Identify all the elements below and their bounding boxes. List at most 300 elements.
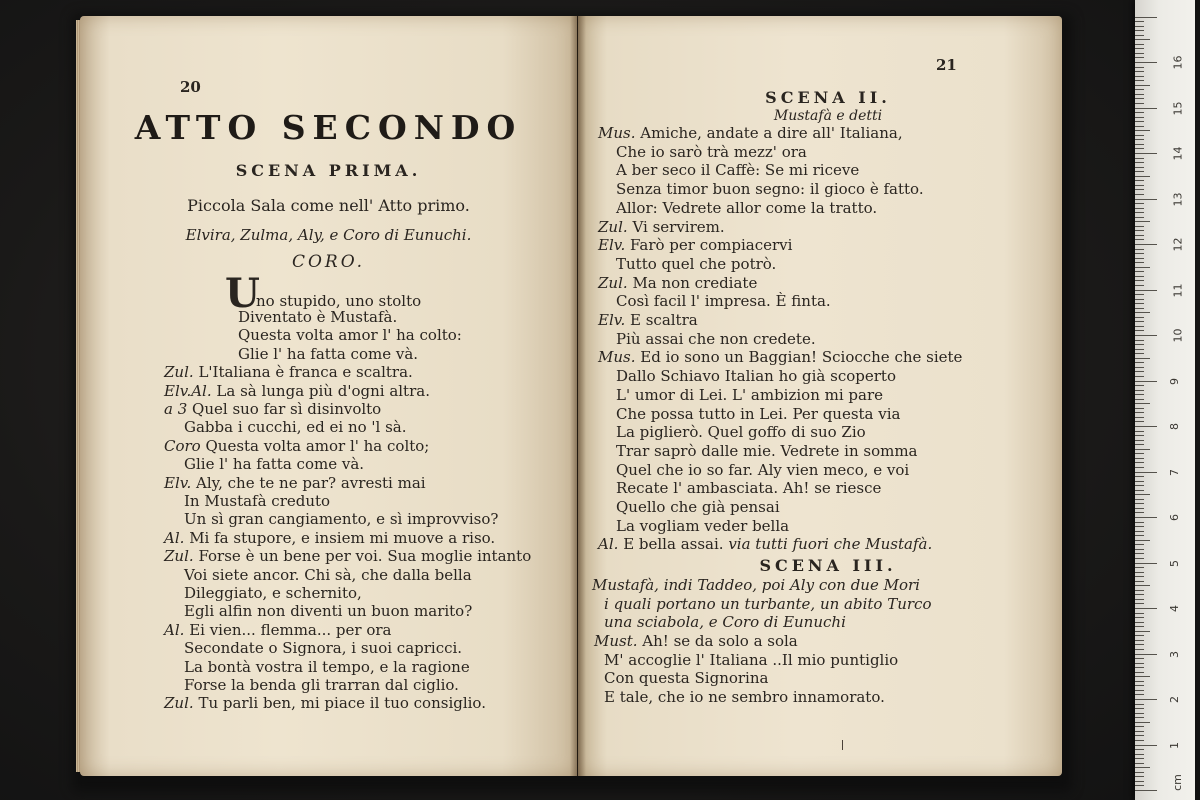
speaker-label: Al. <box>598 535 619 554</box>
verse-text: Vi servirem. <box>632 217 725 236</box>
ruler-number: 13 <box>1171 192 1185 206</box>
ruler-tick <box>1135 221 1150 222</box>
ruler-tick <box>1135 613 1144 614</box>
ruler-tick <box>1135 576 1144 577</box>
verse-text: Glie l' ha fatta come và. <box>238 344 419 363</box>
verse-line <box>616 199 877 217</box>
ruler-tick <box>1135 285 1144 286</box>
speaker-label: Zul. <box>598 273 628 292</box>
verse-text: E bella assai. <box>623 535 724 554</box>
ruler-tick <box>1135 531 1144 532</box>
verse-line <box>184 492 330 510</box>
ruler-tick <box>1135 403 1150 404</box>
ruler-tick <box>1135 622 1144 623</box>
ruler-tick <box>1135 512 1144 513</box>
verse-text: Tu parli ben, mi piace il tuo consiglio. <box>198 694 486 713</box>
ruler-tick <box>1135 658 1144 659</box>
ruler-tick <box>1135 599 1144 600</box>
ruler-tick <box>1135 558 1144 559</box>
ruler-tick <box>1135 103 1144 104</box>
ruler-tick <box>1135 48 1144 49</box>
ruler-tick <box>1135 549 1144 550</box>
ruler-tick <box>1135 467 1144 468</box>
ruler-tick <box>1135 299 1144 300</box>
ruler-tick <box>1135 681 1144 682</box>
ruler-number: 16 <box>1171 55 1185 70</box>
speaker-label: Zul. <box>164 694 194 713</box>
ruler-tick <box>1135 158 1144 159</box>
verse-text: Ma non crediate <box>632 273 758 292</box>
scene-two-characters: Mustafà e detti <box>773 108 883 124</box>
ruler-tick <box>1135 749 1144 750</box>
ruler-tick <box>1135 408 1144 409</box>
ruler-tick <box>1135 358 1150 359</box>
ruler-tick <box>1135 276 1144 277</box>
ruler-tick <box>1135 713 1144 714</box>
verse-line <box>598 535 932 553</box>
verse-text: La sà lunga più d'ogni altra. <box>216 381 430 400</box>
verse-text: L'Italiana è franca e scaltra. <box>198 363 413 382</box>
verse-line <box>598 348 962 366</box>
ruler-tick <box>1135 631 1150 632</box>
verse-line <box>598 274 757 292</box>
ruler-tick <box>1135 603 1144 604</box>
ruler-tick <box>1135 690 1144 691</box>
verse-line <box>598 218 725 236</box>
ruler-tick <box>1135 326 1144 327</box>
ruler-tick <box>1135 526 1144 527</box>
setting-description: Piccola Sala come nell' Atto primo. <box>187 196 470 215</box>
ruler-number: 12 <box>1171 237 1185 252</box>
ruler-tick <box>1135 112 1144 113</box>
verse-line <box>164 400 381 418</box>
page-number-left: 20 <box>180 78 201 96</box>
ruler-tick <box>1135 485 1144 486</box>
verse-line <box>238 345 418 363</box>
ruler-tick <box>1135 85 1150 86</box>
verse-line <box>604 669 768 687</box>
ruler-tick <box>1135 17 1157 18</box>
ruler-tick <box>1135 708 1144 709</box>
act-title: ATTO SECONDO <box>134 108 523 147</box>
ruler-tick <box>1135 499 1144 500</box>
verse-line <box>616 461 909 479</box>
ruler-tick <box>1135 148 1144 149</box>
stage-direction-line: Mustafà, indi Taddeo, poi Aly con due Mori <box>592 576 920 594</box>
ruler-tick <box>1135 171 1144 172</box>
ruler-tick <box>1135 458 1144 459</box>
ruler-tick <box>1135 208 1144 209</box>
ruler-tick <box>1135 544 1144 545</box>
ruler-tick <box>1135 649 1144 650</box>
ruler-tick <box>1135 249 1144 250</box>
ruler-tick <box>1135 258 1144 259</box>
verse-text: Tutto quel che potrò. <box>616 254 777 273</box>
ruler-tick <box>1135 540 1150 541</box>
verse-line <box>184 602 472 620</box>
verse-line <box>604 651 898 669</box>
ruler-tick <box>1135 481 1144 482</box>
ruler-tick <box>1135 239 1144 240</box>
ruler-tick <box>1135 717 1144 718</box>
ruler-tick <box>1135 776 1144 777</box>
ruler-tick <box>1135 21 1144 22</box>
verse-text: Mi fa stupore, e insiem mi muove a riso. <box>189 528 496 547</box>
speaker-label: Zul. <box>164 363 194 382</box>
ruler-tick <box>1135 89 1144 90</box>
ruler-tick <box>1135 98 1144 99</box>
ruler-tick <box>1135 381 1157 382</box>
verse-line <box>164 363 413 381</box>
verse-text: Così facil l' impresa. È finta. <box>616 292 831 311</box>
ruler-tick <box>1135 608 1157 609</box>
stage-direction: via tutti fuori che Mustafà. <box>723 535 933 554</box>
ruler-number: 3 <box>1168 650 1181 658</box>
ruler-tick <box>1135 230 1144 231</box>
ruler-tick <box>1135 490 1144 491</box>
verse-text: La piglierò. Quel goffo di suo Zio <box>616 423 866 442</box>
ruler-tick <box>1135 217 1144 218</box>
scene-two-title: SCENA II. <box>765 88 891 107</box>
ruler-tick <box>1135 121 1144 122</box>
ruler-tick <box>1135 176 1150 177</box>
verse-line <box>164 474 426 492</box>
ruler-tick <box>1135 435 1144 436</box>
verse-text: E tale, che io ne sembro innamorato. <box>604 687 885 706</box>
stage-direction-line: i quali portano un turbante, un abito Turco <box>604 594 932 613</box>
ruler-tick <box>1135 417 1144 418</box>
ruler-tick <box>1135 494 1150 495</box>
ruler-tick <box>1135 35 1144 36</box>
ruler-tick <box>1135 67 1144 68</box>
scene-three-title: SCENA III. <box>759 556 897 575</box>
verse-text: Dallo Schiavo Italian ho già scoperto <box>616 367 896 386</box>
verse-text: Più assai che non credete. <box>616 329 816 348</box>
ruler-tick <box>1135 790 1157 791</box>
ruler-tick <box>1135 180 1144 181</box>
speaker-label: Mus. <box>598 124 636 142</box>
ruler-tick <box>1135 462 1144 463</box>
verse-line <box>184 584 362 602</box>
ruler-tick <box>1135 203 1144 204</box>
verse-line <box>616 517 789 535</box>
verse-text: Egli alfin non diventi un buon marito? <box>184 602 473 621</box>
verse-line <box>184 566 472 584</box>
verse-text: Allor: Vedrete allor come la tratto. <box>616 198 878 217</box>
verse-text: Quel che io so far. Aly vien meco, e voi <box>616 460 910 479</box>
ruler-tick <box>1135 294 1144 295</box>
ruler-tick <box>1135 572 1144 573</box>
ruler-tick <box>1135 431 1144 432</box>
ruler-tick <box>1135 517 1157 518</box>
ruler-tick <box>1135 262 1144 263</box>
ruler-number: 11 <box>1171 283 1185 297</box>
speaker-label: Elv. <box>598 236 626 255</box>
verse-text: Che possa tutto in Lei. Per questa via <box>616 404 901 423</box>
verse-line <box>616 479 881 497</box>
speaker-label: Mus. <box>598 348 636 367</box>
ruler-tick <box>1135 594 1144 595</box>
verse-text: Farò per compiacervi <box>630 236 793 255</box>
ruler-number: 4 <box>1168 605 1181 612</box>
verse-text: Forse è un bene per voi. Sua moglie intanto <box>198 547 532 566</box>
ruler-tick <box>1135 785 1144 786</box>
verse-line <box>616 405 901 423</box>
measuring-ruler <box>1135 0 1195 800</box>
ruler-tick <box>1135 212 1144 213</box>
ruler-tick <box>1135 57 1144 58</box>
ruler-tick <box>1135 153 1157 154</box>
ruler-tick <box>1135 76 1144 77</box>
verse-text: Amiche, andate a dire all' Italiana, <box>640 124 903 142</box>
ruler-tick <box>1135 421 1144 422</box>
ruler-tick <box>1135 654 1157 655</box>
speaker-label: Coro <box>164 436 201 455</box>
ruler-tick <box>1135 271 1144 272</box>
verse-line <box>616 367 896 385</box>
verse-text: Questa volta amor l' ha colto: <box>238 326 462 345</box>
ruler-tick <box>1135 126 1144 127</box>
ruler-tick <box>1135 371 1144 372</box>
verse-line <box>164 437 429 455</box>
ruler-tick <box>1135 367 1144 368</box>
ruler-tick <box>1135 426 1157 427</box>
verse-line <box>598 236 792 254</box>
speaker-label: Elv.Al. <box>164 381 212 400</box>
ruler-tick <box>1135 226 1144 227</box>
verse-text: Quel suo far sì disinvolto <box>192 400 382 418</box>
verse-line <box>616 386 883 404</box>
verse-line <box>184 455 364 473</box>
verse-line <box>616 498 780 516</box>
verse-text: La vogliam veder bella <box>616 516 790 535</box>
ruler-tick <box>1135 308 1144 309</box>
ruler-tick <box>1135 349 1144 350</box>
ruler-tick <box>1135 590 1144 591</box>
verse-line <box>164 382 430 400</box>
ruler-tick <box>1135 640 1144 641</box>
ruler-tick <box>1135 62 1157 63</box>
book-gutter <box>570 16 586 776</box>
verse-text: Un sì gran cangiamento, e sì improvviso? <box>184 510 499 529</box>
verse-text: Con questa Signorina <box>604 669 769 687</box>
ruler-tick <box>1135 685 1144 686</box>
verse-line <box>184 510 498 528</box>
verse-text: Gabba i cucchi, ed ei no 'l sà. <box>184 418 407 437</box>
ruler-tick <box>1135 139 1144 140</box>
ruler-tick <box>1135 80 1144 81</box>
ruler-tick <box>1135 740 1144 741</box>
ruler-tick <box>1135 399 1144 400</box>
verse-text: Aly, che te ne par? avresti mai <box>196 473 426 492</box>
verse-line <box>238 308 397 326</box>
ruler-number: 5 <box>1168 559 1181 567</box>
ruler-tick <box>1135 453 1144 454</box>
ruler-number: 6 <box>1168 514 1181 521</box>
ruler-tick <box>1135 26 1144 27</box>
verse-line <box>594 632 798 650</box>
ruler-tick <box>1135 317 1144 318</box>
ruler-tick <box>1135 253 1144 254</box>
ruler-tick <box>1135 267 1150 268</box>
ruler-tick <box>1135 353 1144 354</box>
ruler-tick <box>1135 722 1150 723</box>
ruler-tick <box>1135 108 1157 109</box>
ruler-tick <box>1135 280 1144 281</box>
verse-line <box>598 124 903 142</box>
ruler-tick <box>1135 185 1144 186</box>
ruler-tick <box>1135 581 1144 582</box>
ruler-tick <box>1135 644 1144 645</box>
ruler-tick <box>1135 704 1144 705</box>
scene-title: SCENA PRIMA. <box>235 161 422 180</box>
verse-text: Quello che già pensai <box>616 498 780 516</box>
ruler-tick <box>1135 412 1144 413</box>
ruler-tick <box>1135 44 1144 45</box>
ruler-tick <box>1135 39 1150 40</box>
ruler-number: 7 <box>1168 468 1181 476</box>
ruler-tick <box>1135 735 1144 736</box>
verse-line <box>238 326 462 344</box>
ruler-number: 10 <box>1171 328 1185 343</box>
ruler-tick <box>1135 235 1144 236</box>
ruler-tick <box>1135 144 1144 145</box>
verse-line <box>164 529 495 547</box>
verse-text: Glie l' ha fatta come và. <box>184 455 365 474</box>
verse-text: L' umor di Lei. L' ambizion mi pare <box>616 385 884 404</box>
verse-text: M' accoglie l' Italiana ..Il mio puntiglio <box>604 650 899 669</box>
verse-line <box>164 621 392 639</box>
ruler-tick <box>1135 376 1144 377</box>
ruler-tick <box>1135 135 1144 136</box>
ruler-tick <box>1135 503 1144 504</box>
verse-line <box>616 143 807 161</box>
verse-line <box>184 676 459 694</box>
verse-line <box>604 688 885 706</box>
left-page <box>80 16 577 776</box>
ruler-tick <box>1135 340 1144 341</box>
speaker-label: Must. <box>594 632 638 650</box>
ruler-tick <box>1135 394 1144 395</box>
verse-text: Ed io sono un Baggian! Sciocche che siete <box>640 348 963 367</box>
verse-text: Ei vien... flemma... per ora <box>189 620 392 639</box>
ruler-tick <box>1135 535 1144 536</box>
verse-line <box>616 180 924 198</box>
speaker-label: Al. <box>164 528 185 547</box>
verse-line <box>616 423 866 441</box>
ruler-tick <box>1135 667 1144 668</box>
ruler-tick <box>1135 362 1144 363</box>
ruler-tick <box>1135 312 1150 313</box>
verse-line <box>164 694 486 712</box>
ruler-tick <box>1135 390 1144 391</box>
ruler-tick <box>1135 663 1144 664</box>
verse-text: Ah! se da solo a sola <box>642 632 798 650</box>
ruler-tick <box>1135 563 1157 564</box>
speaker-label: Zul. <box>164 547 194 566</box>
ruler-tick <box>1135 635 1144 636</box>
ruler-tick <box>1135 71 1144 72</box>
page-mark <box>842 740 843 750</box>
verse-text: In Mustafà creduto <box>184 492 331 510</box>
ruler-tick <box>1135 321 1144 322</box>
ruler-tick <box>1135 508 1144 509</box>
ruler-tick <box>1135 731 1144 732</box>
ruler-tick <box>1135 522 1144 523</box>
verse-line <box>184 418 407 436</box>
verse-line <box>616 161 859 179</box>
verse-text: Questa volta amor l' ha colto; <box>205 436 430 455</box>
ruler-tick <box>1135 199 1157 200</box>
ruler-tick <box>1135 781 1144 782</box>
verse-text: E scaltra <box>630 311 698 329</box>
ruler-tick <box>1135 385 1144 386</box>
characters-list: Elvira, Zulma, Aly, e Coro di Eunuchi. <box>185 226 472 244</box>
ruler-tick <box>1135 244 1157 245</box>
verse-text: Voi siete ancor. Chi sà, che dalla bella <box>184 565 472 584</box>
ruler-tick <box>1135 767 1150 768</box>
ruler-tick <box>1135 335 1157 336</box>
ruler-tick <box>1135 476 1144 477</box>
verse-text: Secondate o Signora, i suoi capricci. <box>184 639 463 658</box>
verse-text: A ber seco il Caffè: Se mi riceve <box>616 161 860 180</box>
ruler-tick <box>1135 763 1144 764</box>
ruler-number: 9 <box>1168 377 1181 385</box>
verse-line <box>184 639 462 657</box>
ruler-number: 8 <box>1168 423 1181 430</box>
ruler-number: 15 <box>1171 101 1185 115</box>
ruler-number: 1 <box>1168 741 1181 749</box>
verse-text: Trar saprò dalle mie. Vedrete in somma <box>616 441 918 460</box>
ruler-tick <box>1135 758 1144 759</box>
speaker-label: Elv. <box>164 473 192 492</box>
ruler-tick <box>1135 472 1157 473</box>
ruler-tick <box>1135 303 1144 304</box>
ruler-tick <box>1135 617 1144 618</box>
page-number-right: 21 <box>936 56 957 74</box>
speaker-label: Zul. <box>598 217 628 236</box>
ruler-number: 2 <box>1168 696 1181 703</box>
right-page <box>578 16 1062 776</box>
ruler-tick <box>1135 344 1144 345</box>
verse-text: Senza timor buon segno: il gioco è fatto. <box>616 180 924 199</box>
ruler-tick <box>1135 449 1150 450</box>
ruler-tick <box>1135 444 1144 445</box>
verse-line <box>184 658 470 676</box>
ruler-tick <box>1135 754 1144 755</box>
verse-text: Forse la benda gli trarran dal ciglio. <box>184 676 459 694</box>
ruler-tick <box>1135 94 1144 95</box>
ruler-tick <box>1135 117 1144 118</box>
speaker-label: Al. <box>164 620 185 639</box>
ruler-tick <box>1135 585 1150 586</box>
ruler-tick <box>1135 330 1144 331</box>
verse-line <box>616 255 776 273</box>
verse-line <box>616 442 918 460</box>
verse-line <box>616 292 831 310</box>
ruler-tick <box>1135 553 1144 554</box>
stage-direction-line: una sciabola, e Coro di Eunuchi <box>604 613 846 631</box>
ruler-tick <box>1135 567 1144 568</box>
verse-text: La bontà vostra il tempo, e la ragione <box>184 657 470 676</box>
speaker-label: a 3 <box>164 400 188 418</box>
ruler-tick <box>1135 440 1144 441</box>
ruler-tick <box>1135 672 1144 673</box>
ruler-tick <box>1135 167 1144 168</box>
first-verse-line: no stupido, uno stolto <box>256 292 422 310</box>
ruler-number: 14 <box>1171 146 1185 161</box>
ruler-tick <box>1135 189 1144 190</box>
